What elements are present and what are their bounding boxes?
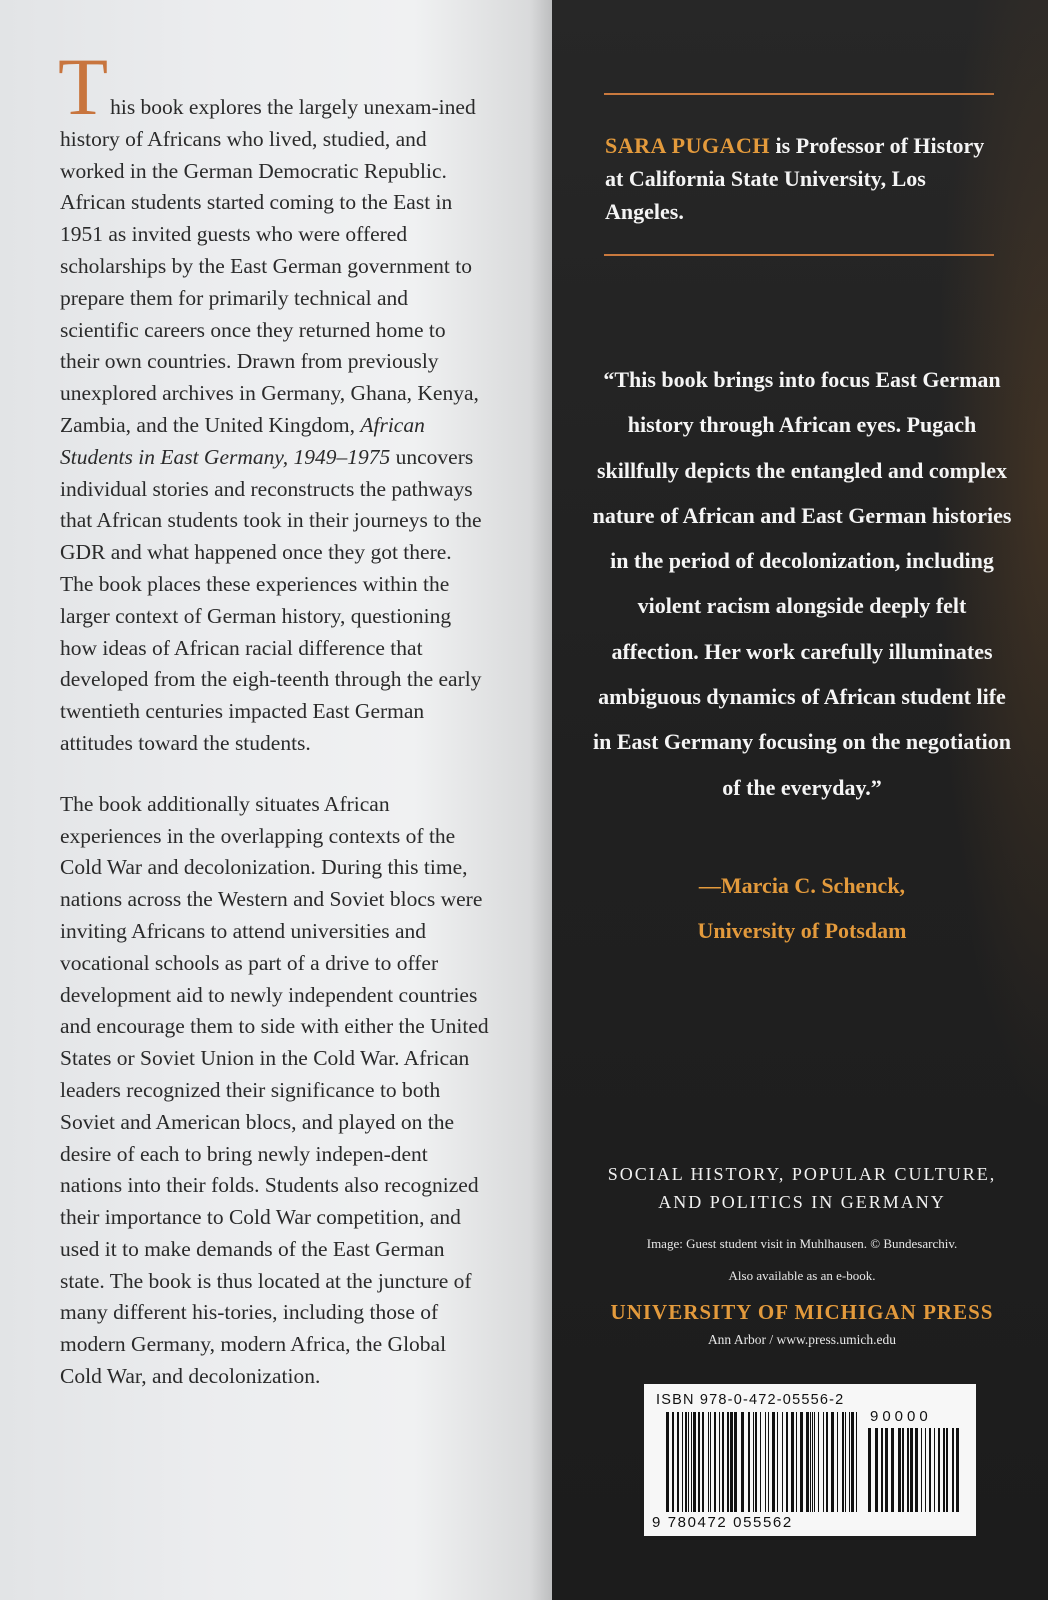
barcode-bar [814,1412,815,1512]
barcode-bar [929,1428,931,1512]
barcode-bar [719,1412,720,1512]
back-cover-dark-panel [552,0,1048,1600]
barcode-bar [898,1428,901,1512]
addon-barcode-bars [868,1428,960,1512]
endorsement-attribution [592,863,1012,953]
book-description [58,41,490,1393]
barcode-bar [722,1412,724,1512]
isbn-label: ISBN 978-0-472-05556-2 [656,1392,845,1408]
barcode-bar [851,1412,854,1512]
ean-digits: 9 780472 055562 [652,1514,793,1531]
barcode-bar [714,1412,716,1512]
barcode-bar [818,1412,819,1512]
price-code: 90000 [870,1408,932,1425]
barcode-bar [856,1412,857,1512]
barcode-bar [698,1412,700,1512]
barcode-bar [952,1428,954,1512]
isbn-barcode [644,1384,976,1536]
barcode-bar [741,1412,744,1512]
barcode-bar [907,1428,909,1512]
barcode-bar [831,1412,834,1512]
barcode-bar [910,1428,913,1512]
barcode-bar [837,1412,838,1512]
bottom-divider-rule [604,254,994,256]
endorsement-quote: “This book brings into focus East German history through African eyes. Pugach skillfully depicts the entangled and complex nature of African and East German histories in the period of decolonization, including violent racism alongside deeply felt affection. Her work carefully illuminates ambiguous dynamics of African student life in East Germany focusing on the negotiation of the everyday.” [592,367,1012,800]
barcode-bar [956,1428,959,1512]
barcode-bar [772,1412,775,1512]
series-title-line-1: SOCIAL HISTORY, POPULAR CULTURE, [607,1164,997,1184]
barcode-bar [677,1412,679,1512]
barcode-bar [915,1428,918,1512]
barcode-bar [688,1412,689,1512]
barcode-bar [748,1412,750,1512]
barcode-bar [946,1428,948,1512]
barcode-bar [672,1412,674,1512]
barcode-bar [710,1412,711,1512]
barcode-bar [791,1412,794,1512]
barcode-bar [727,1412,729,1512]
barcode-bar [800,1412,803,1512]
barcode-bar [868,1428,871,1512]
endorser-affiliation: University of Potsdam [697,918,907,943]
barcode-bar [734,1412,737,1512]
barcode-bar [666,1412,669,1512]
barcode-bar [685,1412,687,1512]
barcode-bar [921,1428,922,1512]
description-paragraph-1 [58,41,490,760]
book-title-italic: African Students in East Germany, 1949–1975 [60,412,425,469]
barcode-bar [842,1412,844,1512]
drop-cap-letter: T [58,41,109,132]
description-paragraph-1-text-b: uncovers individual stories and reconstructs the pathways that African students took in their journeys to the GDR and what happened once they got there. The book places these experiences within the larger context of German history, questioning how ideas of African racial difference that developed from the eigh-teenth through the early twentieth centuries impacted East German attitudes toward the students. [60,444,482,755]
barcode-bar [845,1412,846,1512]
barcode-bar [691,1412,692,1512]
barcode-bar [849,1412,850,1512]
barcode-bar [782,1412,783,1512]
barcode-bar [885,1428,888,1512]
barcode-bar [730,1412,733,1512]
barcode-bar [943,1428,945,1512]
author-bio-text: is Professor of History at California State University, Los Angeles. [605,133,985,224]
barcode-bar [796,1412,797,1512]
barcode-bar [693,1412,696,1512]
ean-barcode-bars [666,1412,858,1512]
barcode-bar [768,1412,769,1512]
barcode-bar [755,1412,757,1512]
barcode-bar [925,1428,926,1512]
drop-cap-spacer [60,44,490,92]
description-paragraph-2: The book additionally situates African experiences in the overlapping contexts of the Cold War and decolonization. During this time, nations across the Western and Soviet blocs were inviting Africans to attend universities and vocational schools as part of a drive to offer development aid to newly independent countries and encourage them to side with either the United States or Soviet Union in the Cold War. African leaders recognized their significance to both Soviet and American blocs, and played on the desire of each to bring newly indepen-dent nations into their folds. Students also recognized their importance to Cold War competition, and used it to make demands of the East German state. The book is thus located at the juncture of many different his-tories, including those of modern Germany, modern Africa, the Global Cold War, and decolonization. [60,791,489,1389]
barcode-bar [875,1428,878,1512]
barcode-bar [812,1412,813,1512]
barcode-bar [891,1428,894,1512]
publisher-name: UNIVERSITY OF MICHIGAN PRESS [610,1300,994,1324]
series-title-line-2: AND POLITICS IN GERMANY [658,1192,946,1212]
barcode-bar [902,1428,904,1512]
barcode-bar [810,1412,811,1512]
top-divider-rule [604,93,994,95]
description-paragraph-1-text-a: his book explores the largely unexam-ined history of Africans who lived, studied, and worked in the German Democratic Republic. African students started coming to the East in 1951 as invited guests who were offered scholarships by the East German government to prepare them for primarily technical and scientific careers once they returned home to their own countries. Drawn from previously unexplored archives in Germany, Ghana, Kenya, Zambia, and the United Kingdom, [60,95,479,437]
series-title [592,1160,1012,1216]
barcode-bar [826,1412,828,1512]
barcode-bar [881,1428,883,1512]
barcode-bar [753,1412,754,1512]
endorser-name: —Marcia C. Schenck, [698,873,906,898]
barcode-bar [765,1412,766,1512]
barcode-bar [823,1412,824,1512]
barcode-bar [934,1428,935,1512]
barcode-bar [806,1412,809,1512]
barcode-bar [938,1428,940,1512]
barcode-bar [760,1412,761,1512]
ebook-note: Also available as an e-book. [728,1268,876,1283]
barcode-bar [777,1412,778,1512]
barcode-bar [786,1412,788,1512]
barcode-bar [708,1412,709,1512]
image-credit: Image: Guest student visit in Muhlhausen. © Bundesarchiv. [646,1236,958,1251]
author-name: SARA PUGACH [605,133,771,158]
barcode-bar [682,1412,683,1512]
barcode-bar [702,1412,704,1512]
publisher-location: Ann Arbor / www.press.umich.edu [707,1332,897,1347]
author-bio [605,129,1005,228]
